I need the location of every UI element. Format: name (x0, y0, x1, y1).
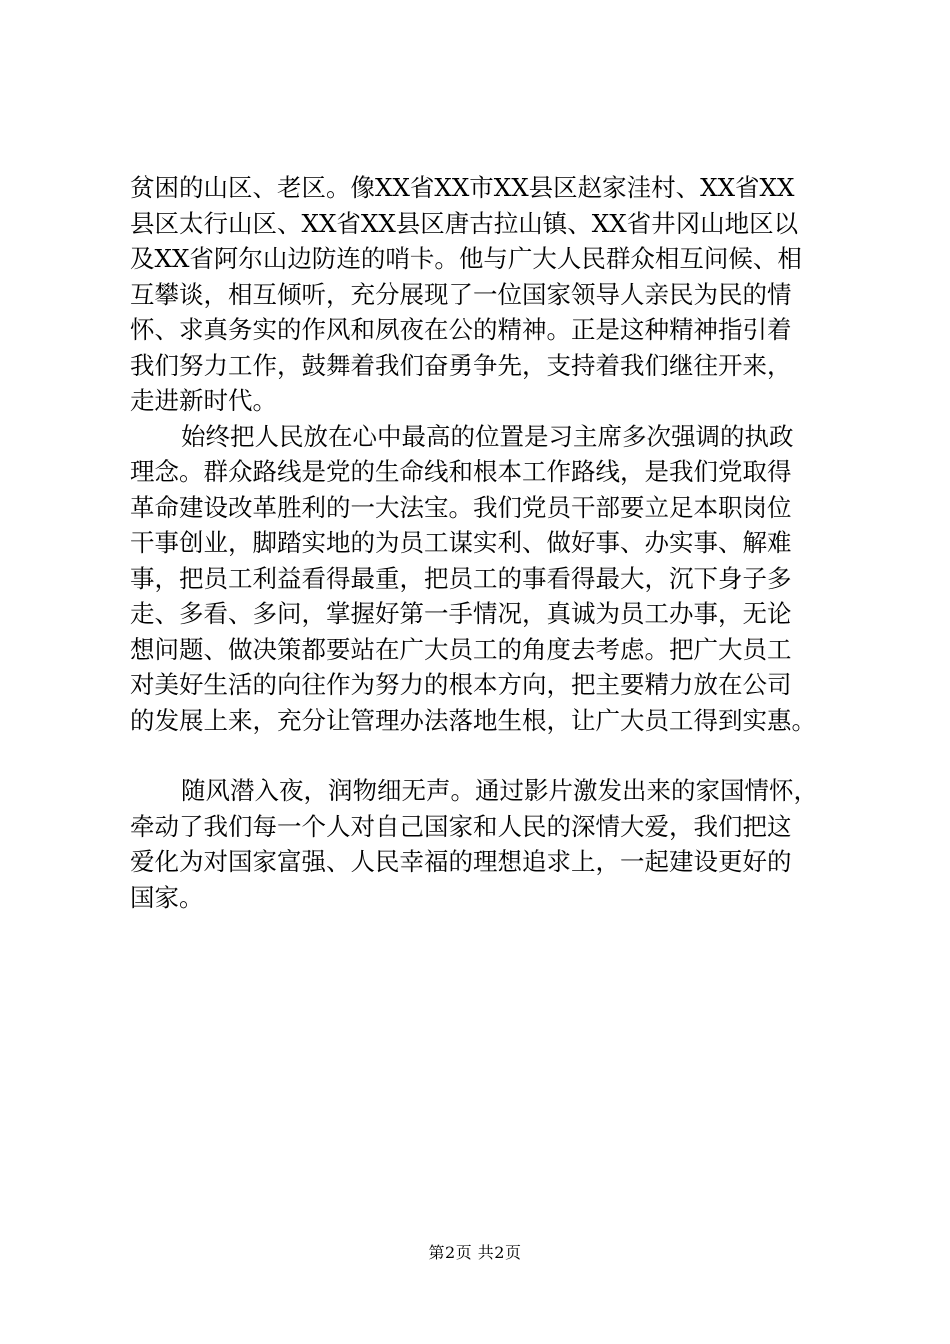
text-line: 的发展上来，充分让管理办法落地生根，让广大员工得到实惠。 (130, 705, 816, 735)
text-line: 想问题、做决策都要站在广大员工的角度去考虑。把广大员工 (130, 634, 792, 664)
text-line: 对美好生活的向往作为努力的根本方向，把主要精力放在公司 (130, 670, 792, 699)
text-line: 怀、求真务实的作风和夙夜在公的精神。正是这种精神指引着 (130, 315, 792, 344)
text-line: 理念。群众路线是党的生命线和根本工作路线，是我们党取得 (130, 457, 792, 486)
text-line: 县区太行山区、XX省XX县区唐古拉山镇、XX省井冈山地区以 (130, 208, 799, 238)
text-line: 互攀谈，相互倾听，充分展现了一位国家领导人亲民为民的情 (130, 279, 792, 309)
text-line: 及XX省阿尔山边防连的哨卡。他与广大人民群众相互问候、相 (130, 244, 802, 273)
text-line: 随风潜入夜，润物细无声。通过影片激发出来的家国情怀， (181, 776, 818, 805)
text-line: 革命建设改革胜利的一大法宝。我们党员干部要立足本职岗位 (130, 492, 792, 522)
text-line: 始终把人民放在心中最高的位置是习主席多次强调的执政 (181, 421, 794, 451)
paragraph-3 (130, 773, 830, 915)
text-line: 贫困的山区、老区。像XX省XX市XX县区赵家洼村、XX省XX (130, 173, 795, 202)
text-line: 走、多看、多问，掌握好第一手情况，真诚为员工办事，无论 (130, 599, 792, 628)
text-line: 干事创业，脚踏实地的为员工谋实利、做好事、办实事、解难 (130, 528, 792, 557)
text-line: 事，把员工利益看得最重，把员工的事看得最大，沉下身子多 (130, 563, 792, 593)
paragraph-1 (130, 170, 830, 419)
text-line: 国家。 (130, 882, 204, 912)
paragraph-gap (130, 738, 830, 773)
text-line: 爱化为对国家富强、人民幸福的理想追求上，一起建设更好的 (130, 847, 792, 876)
text-line: 我们努力工作，鼓舞着我们奋勇争先，支持着我们继往开来， (130, 350, 792, 380)
document-body (130, 170, 830, 915)
paragraph-2 (130, 419, 830, 739)
page-number-footer: 第2页 共2页 (428, 1243, 522, 1262)
text-line: 走进新时代。 (130, 386, 277, 415)
text-line: 牵动了我们每一个人对自己国家和人民的深情大爱，我们把这 (130, 811, 792, 841)
